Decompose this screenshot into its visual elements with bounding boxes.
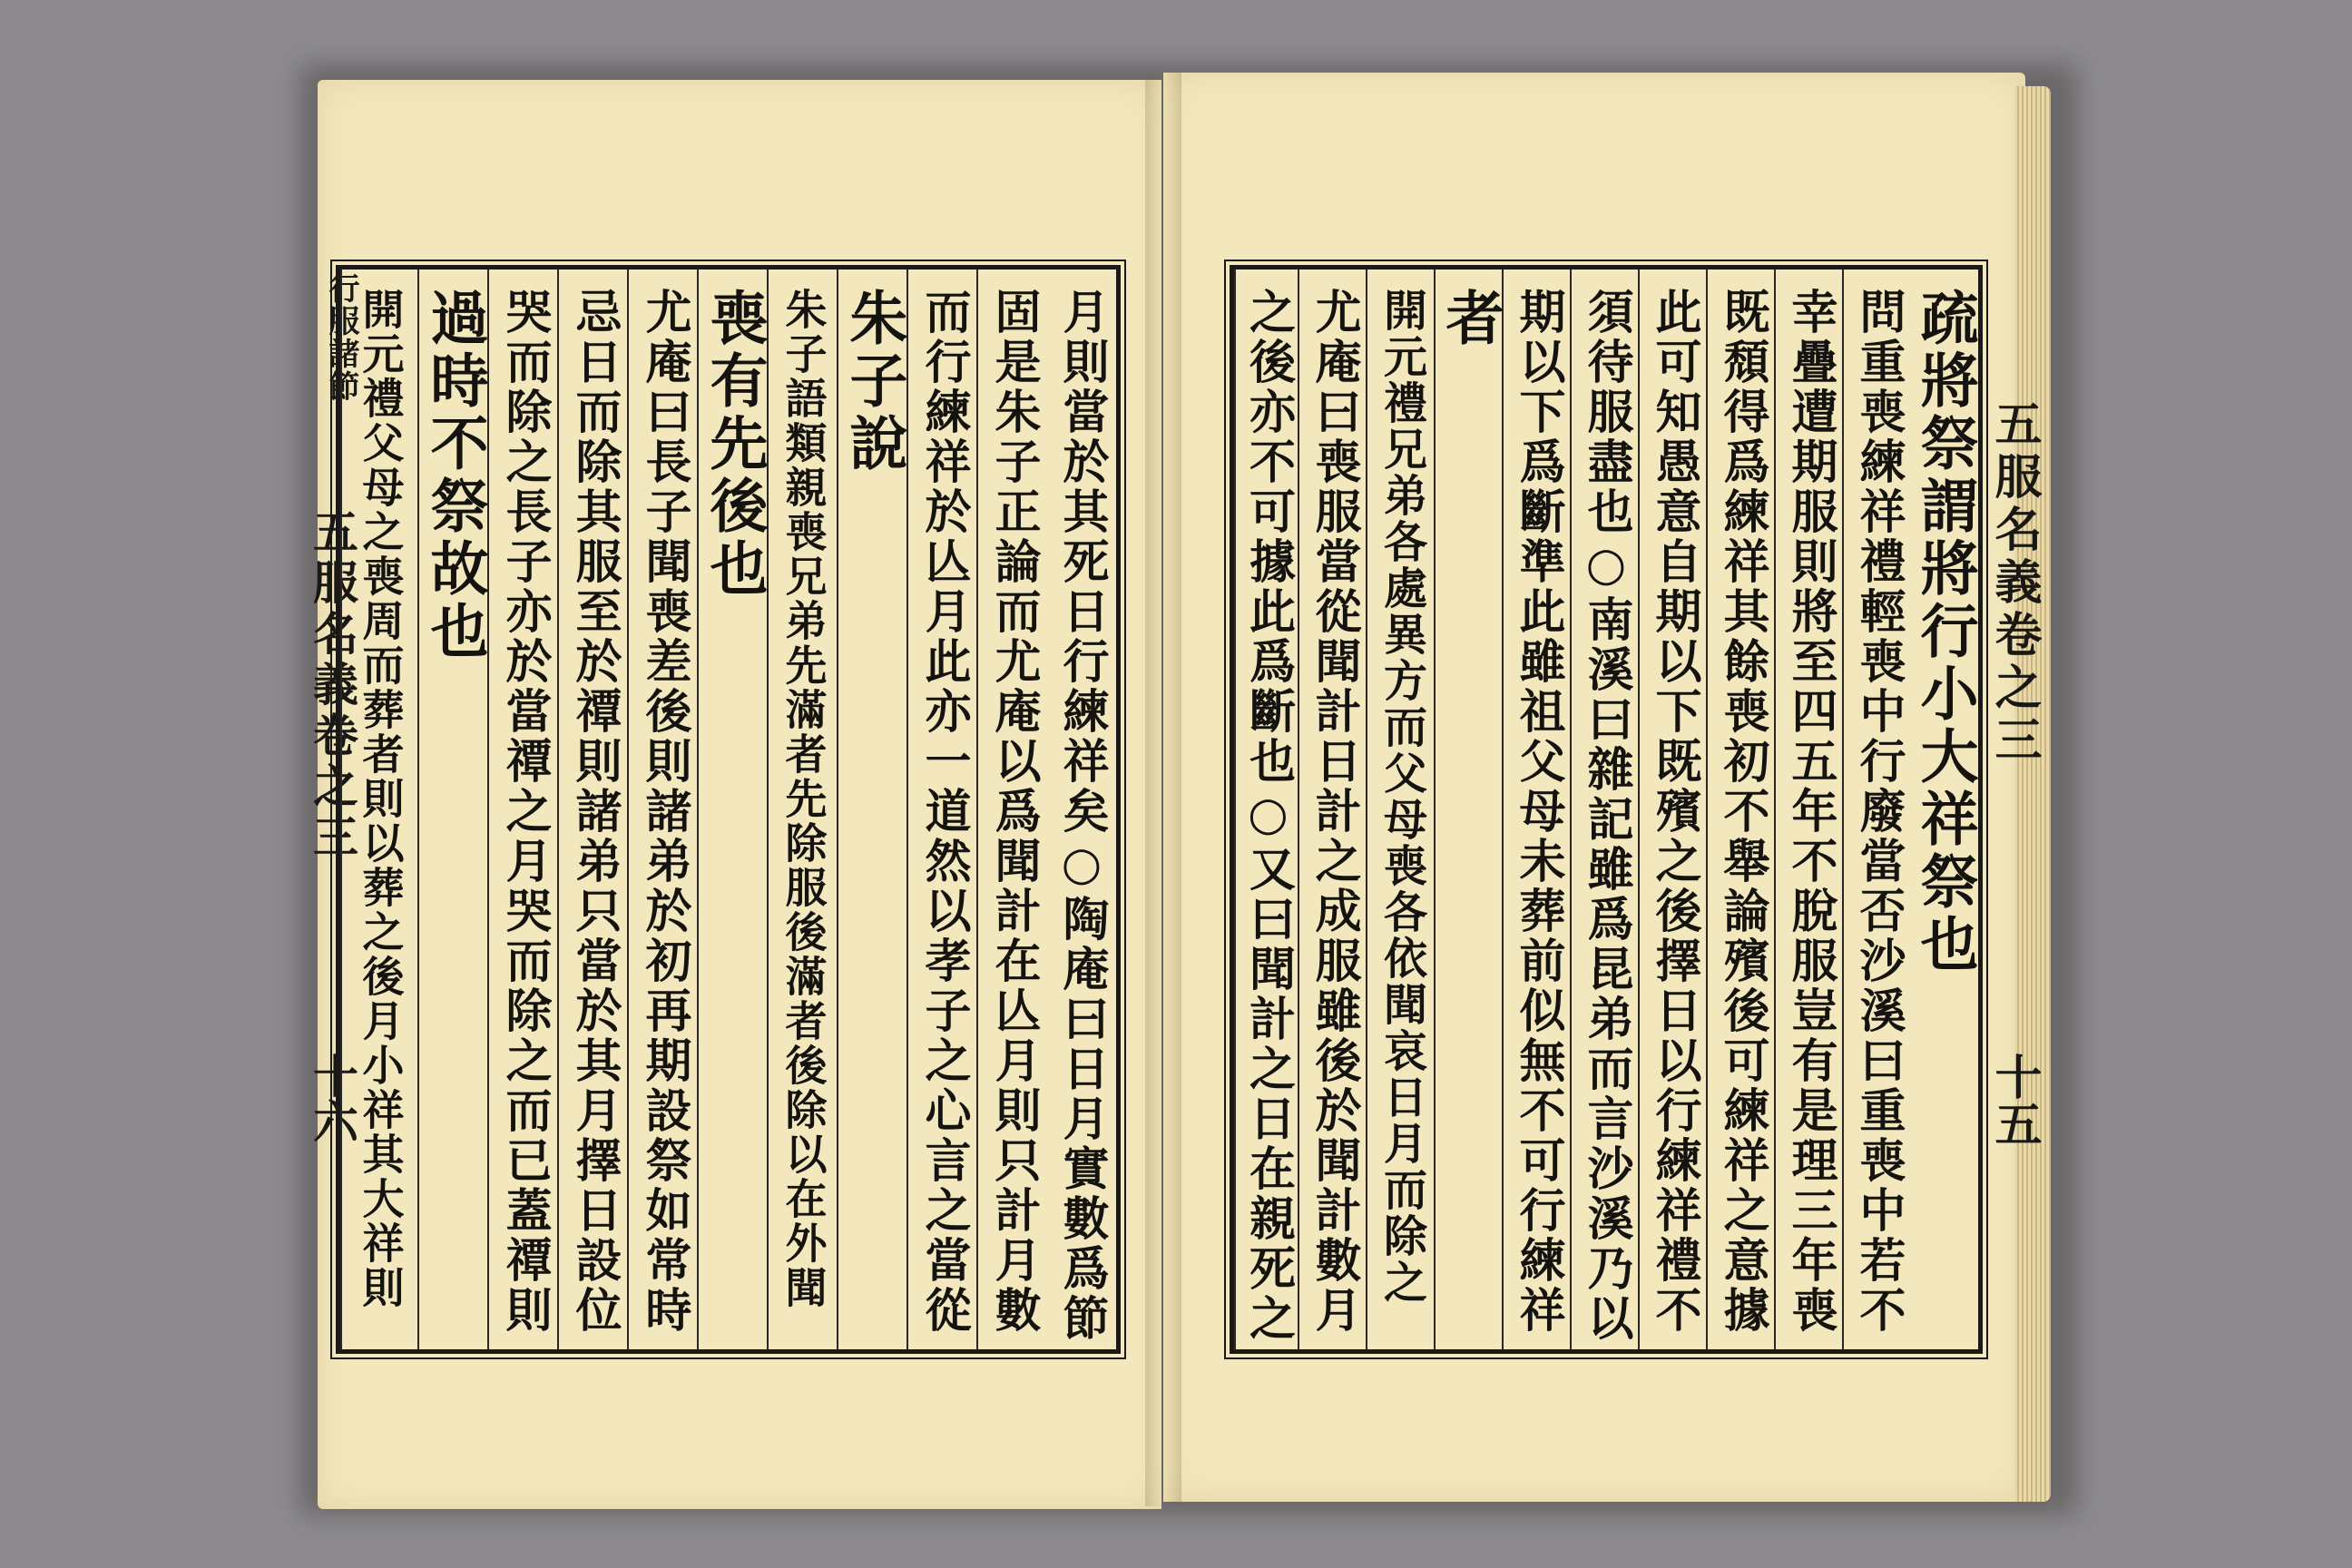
column-text: 尤庵曰喪服當從聞計日計之成服雖後於聞計數月	[1307, 288, 1361, 1336]
text-column	[697, 270, 769, 1349]
right-center-title: 五服名義卷之三	[1986, 399, 2042, 768]
page-edges	[2014, 86, 2051, 1502]
text-column	[1842, 270, 1912, 1349]
text-column	[1706, 270, 1776, 1349]
left-page-number: 十六	[306, 1053, 359, 1143]
column-text: 哭而除之長子亦於當禫之月哭而除之而已蓋禫則	[497, 288, 552, 1336]
column-text: 開元禮父母之喪周而葬者則以葬之後月小祥其大祥則	[356, 288, 406, 1310]
text-column	[1046, 270, 1116, 1349]
text-column	[1366, 270, 1436, 1349]
text-column	[1638, 270, 1708, 1349]
column-text: 固是朱子正論而尤庵以爲聞計在亾月則只計月數	[986, 288, 1041, 1336]
column-text: 月則當於其死日行練祥矣○陶庵曰日月實數爲節	[1054, 288, 1109, 1344]
column-text: 過時不祭故也	[420, 288, 489, 663]
text-column	[1502, 270, 1572, 1349]
text-column	[1298, 270, 1367, 1349]
text-column	[767, 270, 838, 1349]
column-text: 朱子說	[839, 288, 908, 475]
column-text: 幸疊遭期服則將至四五年不脫服豈有是理三年喪	[1783, 288, 1838, 1336]
text-column	[1910, 270, 1978, 1349]
column-text: 疏將祭謂將行小大祥祭也	[1910, 288, 1979, 976]
column-text: 須待服盡也○南溪曰雜記雖爲昆弟而言沙溪乃以	[1579, 288, 1633, 1344]
text-column	[1570, 270, 1640, 1349]
text-column	[627, 270, 699, 1349]
book-gutter	[1145, 73, 1181, 1506]
text-column	[1234, 270, 1299, 1349]
column-text: 開元禮兄弟各處異方而父母喪各依聞哀日月而除之	[1376, 288, 1427, 1306]
text-column	[976, 270, 1048, 1349]
text-column	[557, 270, 629, 1349]
text-column	[417, 270, 489, 1349]
left-center-title: 五服名義卷之三	[306, 508, 359, 864]
text-column	[837, 270, 908, 1349]
column-text: 之後亦不可據此爲斷也○又曰聞計之日在親死之	[1240, 288, 1296, 1344]
right-page-number: 十五	[1986, 1053, 2042, 1147]
left-text-panel	[336, 265, 1121, 1354]
column-text: 既頹得爲練祥其餘喪初不舉論殯後可練祥之意據	[1715, 288, 1769, 1336]
text-column	[906, 270, 978, 1349]
column-text: 喪有先後也	[700, 288, 769, 601]
column-text: 期以下爲斷準此雖祖父母未葬前似無不可行練祥	[1511, 288, 1565, 1336]
column-text: 而行練祥於亾月此亦一道然以孝子之心言之當從	[916, 288, 971, 1336]
column-text: 朱子語類親喪兄弟先滿者先除服後滿者後除以在外聞	[779, 288, 828, 1310]
text-column	[1774, 270, 1844, 1349]
text-column	[340, 270, 419, 1349]
right-text-panel	[1230, 265, 1983, 1354]
text-column	[487, 270, 559, 1349]
column-text: 忌日而除其服至於禫則諸弟只當於其月擇日設位	[567, 288, 622, 1336]
column-text: 問重喪練祥禮輕喪中行廢當否沙溪曰重喪中若不	[1851, 288, 1906, 1336]
column-text: 者	[1436, 288, 1504, 350]
column-text: 此可知愚意自期以下既殯之後擇日以行練祥禮不	[1647, 288, 1701, 1336]
column-text: 尤庵曰長子聞喪差後則諸弟於初再期設祭如常時	[637, 288, 691, 1336]
left-margin-label: 行服諸節	[323, 272, 359, 403]
text-column	[1434, 270, 1504, 1349]
